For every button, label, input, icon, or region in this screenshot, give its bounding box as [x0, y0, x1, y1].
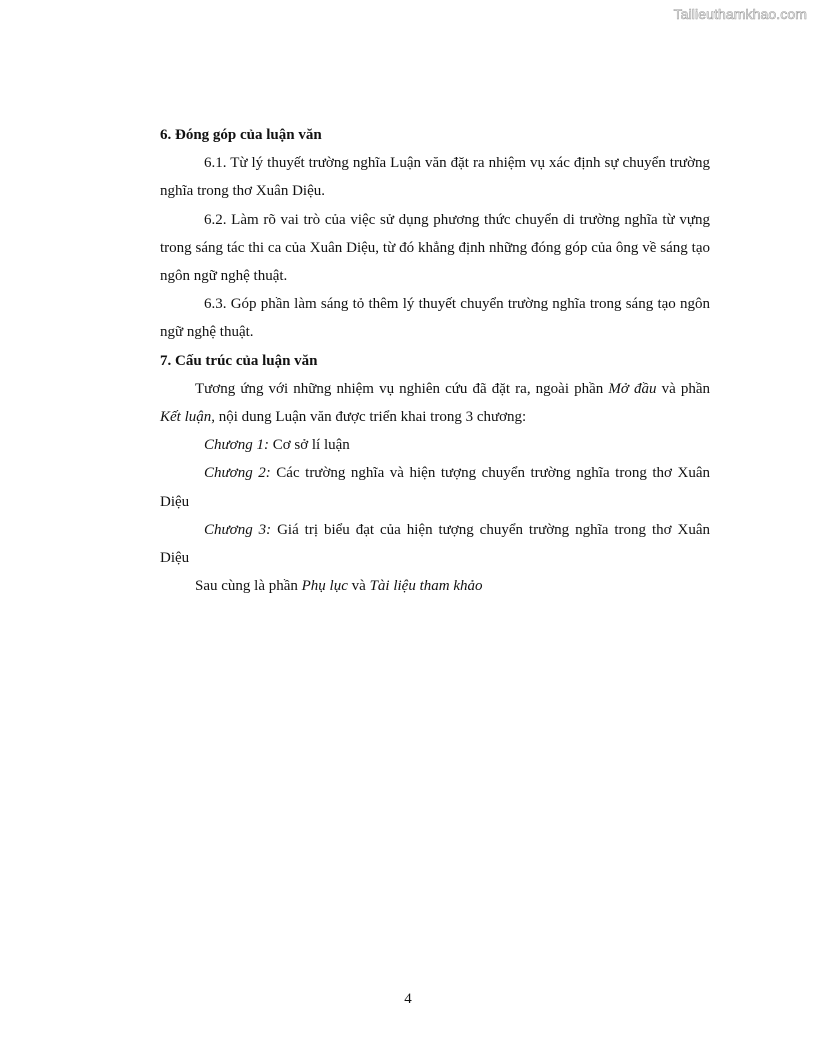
chapter-1-label: Chương 1: [204, 437, 269, 454]
chapter-3-label: Chương 3: [204, 521, 272, 538]
watermark: Tailieuthamkhao.com [673, 6, 807, 22]
intro-italic-mo-dau: Mở đầu [608, 380, 657, 397]
structure-intro [160, 375, 710, 431]
closing-line [160, 572, 710, 600]
chapter-1 [160, 431, 710, 459]
chapter-1-title: Cơ sở lí luận [268, 437, 350, 454]
closing-text-2: và [347, 578, 370, 595]
document-body [160, 121, 710, 600]
intro-text-2: và phần [656, 380, 710, 397]
chapter-2-title: Các trường nghĩa và hiện tượng chuyển trường nghĩa trong thơ Xuân Diệu [160, 465, 710, 510]
paragraph-6-2: 6.2. Làm rõ vai trò của việc sử dụng phương thức chuyển di trường nghĩa từ vựng trong sáng tác thi ca của Xuân Diệu, từ đó khẳng định những đóng góp của ông về sáng tạo ngôn ngữ nghệ thuật. [160, 211, 710, 285]
intro-italic-ket-luan: Kết luận [160, 409, 212, 426]
chapter-3-title: Giá trị biểu đạt của hiện tượng chuyển trường nghĩa trong thơ Xuân Diệu [160, 521, 710, 567]
chapter-3 [160, 516, 710, 572]
chapter-2-label: Chương 2: [204, 465, 271, 482]
paragraph-6-1: 6.1. Từ lý thuyết trường nghĩa Luận văn đặt ra nhiệm vụ xác định sự chuyển trường nghĩa trong thơ Xuân Diệu. [160, 155, 710, 200]
closing-italic-phu-luc: Phụ lục [301, 578, 348, 595]
page-number: 4 [404, 991, 412, 1007]
section-7-heading: 7. Cấu trúc của luận văn [160, 352, 318, 369]
chapter-2 [160, 459, 710, 515]
closing-italic-tai-lieu: Tài liệu tham khảo [369, 578, 483, 595]
closing-text-1: Sau cùng là phần [195, 578, 302, 595]
intro-text-1: Tương ứng với những nhiệm vụ nghiên cứu đã đặt ra, ngoài phần [195, 380, 609, 397]
section-6-heading: 6. Đóng góp của luận văn [160, 127, 322, 143]
intro-text-3: , nội dung Luận văn được triển khai trong 3 chương: [211, 409, 527, 426]
paragraph-6-3: 6.3. Góp phần làm sáng tỏ thêm lý thuyết chuyển trường nghĩa trong sáng tạo ngôn ngữ nghệ thuật. [160, 296, 710, 341]
